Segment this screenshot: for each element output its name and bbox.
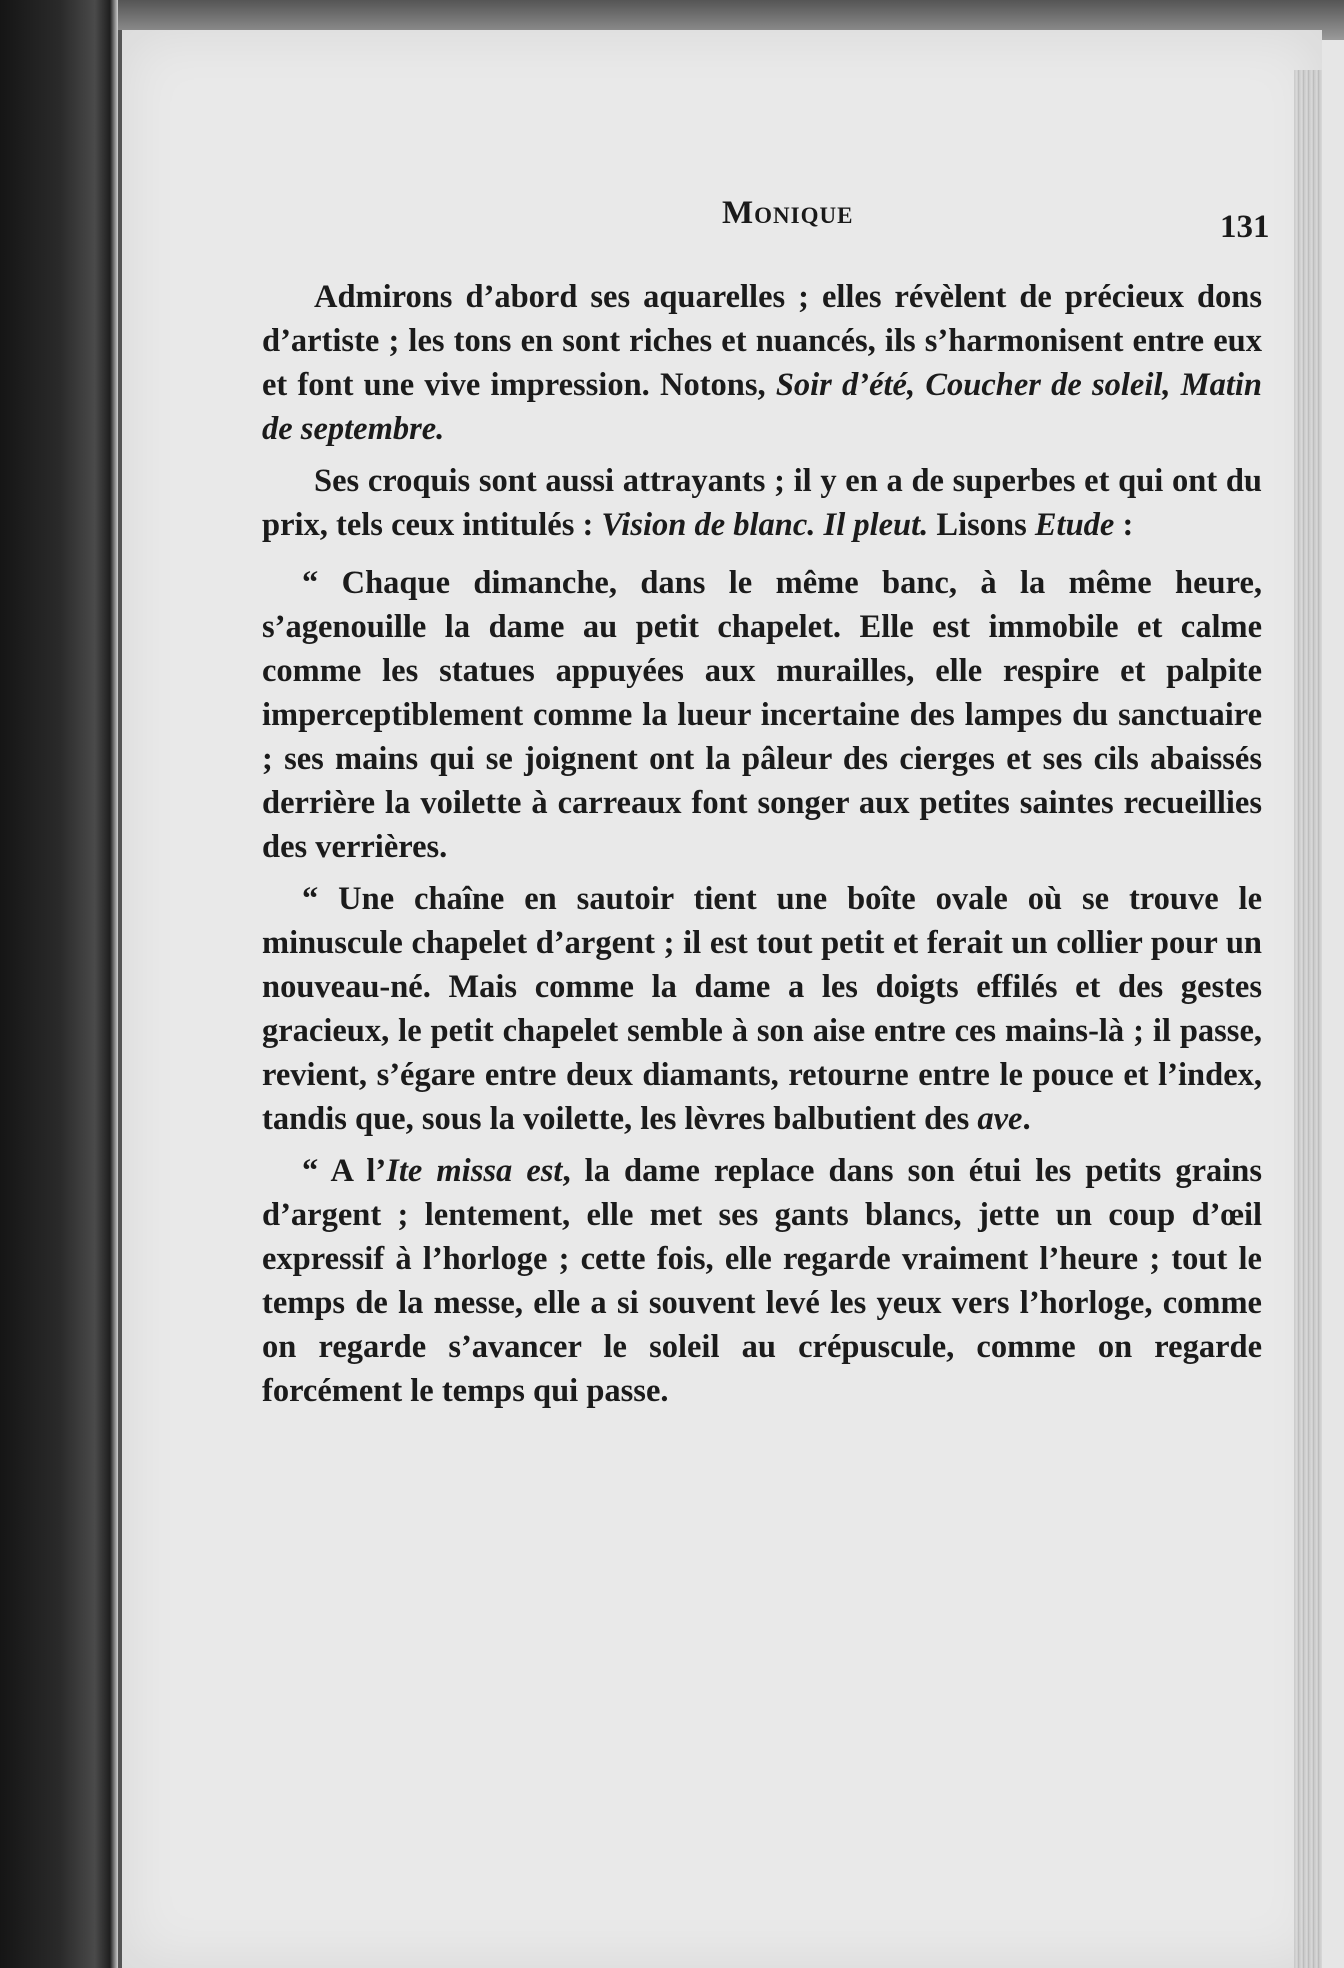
paragraph bbox=[262, 1149, 1262, 1413]
italic-text: Etude bbox=[1034, 507, 1115, 543]
text-run: Ses croquis sont aussi attrayants ; il y en a de superbes et qui ont du prix, tels ceux intitulés : bbox=[262, 463, 1262, 543]
text-run: . bbox=[1022, 1101, 1031, 1137]
book-page bbox=[118, 30, 1322, 1968]
italic-text: Ite missa est bbox=[386, 1153, 563, 1189]
page-header bbox=[122, 165, 1322, 245]
paragraph bbox=[262, 275, 1262, 451]
paragraph bbox=[262, 561, 1262, 869]
italic-text: ave bbox=[977, 1101, 1023, 1137]
paragraph bbox=[262, 877, 1262, 1141]
body-text bbox=[262, 275, 1262, 1421]
text-run: Lisons bbox=[928, 507, 1035, 543]
text-run: : bbox=[1114, 507, 1134, 543]
italic-text: Vision de blanc. Il pleut. bbox=[601, 507, 929, 543]
paragraph bbox=[262, 459, 1262, 547]
running-title: Monique bbox=[722, 195, 854, 231]
text-run: “ Une chaîne en sautoir tient une boîte ovale où se trouve le minuscule chapelet d’argent ; il est tout petit et ferait un collier pour un nouveau-né. Mais comme la dame a les doigts effilés et des gestes gracieux, le petit chapelet semble à son aise entre ces mains-là ; il passe, revient, s’égare entre deux diamants, retourne entre le pouce et l’index, tandis que, sous la voilette, les lèvres balbutient des bbox=[262, 881, 1262, 1137]
italic-text: Soir d’été, Coucher de soleil, Matin de septembre. bbox=[262, 367, 1262, 447]
text-run: “ A l’ bbox=[302, 1153, 387, 1189]
book-spine-edge bbox=[0, 0, 118, 1968]
page-stack-edges bbox=[1294, 70, 1322, 1968]
text-run: “ Chaque dimanche, dans le même banc, à la même heure, s’agenouille la dame au petit chapelet. Elle est immobile et calme comme les statues appuyées aux murailles, elle respire et palpite imperceptiblement comme la lueur incertaine des lampes du sanctuaire ; ses mains qui se joignent ont la pâleur des cierges et ses cils abaissés derrière la voilette à carreaux font songer aux petites saintes recueillies des verrières. bbox=[262, 565, 1262, 865]
text-run: Admirons d’abord ses aquarelles ; elles révèlent de précieux dons d’artiste ; les tons en sont riches et nuancés, ils s’harmonisent entre eux et font une vive impression. Notons, bbox=[262, 279, 1262, 403]
text-run: , la dame replace dans son étui les petits grains d’argent ; lentement, elle met ses gants blancs, jette un coup d’œil expressif à l’horloge ; cette fois, elle regarde vraiment l’heure ; tout le temps de la messe, elle a si souvent levé les yeux vers l’horloge, comme on regarde s’avancer le soleil au crépuscule, comme on regarde forcément le temps qui passe. bbox=[262, 1153, 1262, 1409]
page-number: 131 bbox=[1220, 209, 1270, 245]
